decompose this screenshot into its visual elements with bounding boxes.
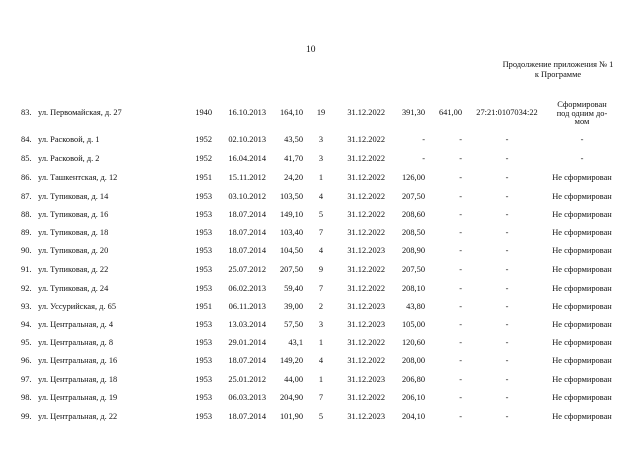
row-value-1: 43,80 bbox=[406, 302, 425, 311]
row-cadastral-number: - bbox=[505, 265, 509, 274]
row-value-2: - bbox=[459, 246, 462, 255]
row-cadastral-number: - bbox=[505, 412, 509, 421]
row-year: 1953 bbox=[195, 338, 212, 347]
row-date-2: 31.12.2022 bbox=[347, 265, 385, 274]
table-row bbox=[0, 392, 640, 404]
row-count: 1 bbox=[318, 375, 324, 384]
row-count: 3 bbox=[318, 135, 324, 144]
row-number: 88. bbox=[21, 210, 32, 219]
row-date-1: 16.10.2013 bbox=[228, 108, 266, 117]
row-address: ул. Тупиковая, д. 24 bbox=[38, 284, 109, 293]
row-value-1: 204,10 bbox=[401, 412, 425, 421]
row-date-1: 03.10.2012 bbox=[228, 192, 266, 201]
row-number: 97. bbox=[21, 375, 32, 384]
row-date-1: 06.03.2013 bbox=[228, 393, 266, 402]
row-status: Не сформирован bbox=[552, 302, 612, 311]
row-number: 95. bbox=[21, 338, 32, 347]
row-status: Не сформирован bbox=[552, 228, 612, 237]
row-address: ул. Тупиковая, д. 14 bbox=[38, 192, 109, 201]
row-cadastral-number: - bbox=[505, 375, 509, 384]
row-value-2: - bbox=[459, 356, 462, 365]
row-date-1: 18.07.2014 bbox=[228, 246, 266, 255]
row-date-1: 25.01.2012 bbox=[228, 375, 266, 384]
row-address: ул. Центральная, д. 22 bbox=[38, 412, 118, 421]
table-row bbox=[0, 245, 640, 257]
row-status: Не сформирован bbox=[552, 393, 612, 402]
table-row bbox=[0, 227, 640, 239]
row-year: 1953 bbox=[195, 412, 212, 421]
row-date-1: 02.10.2013 bbox=[228, 135, 266, 144]
row-date-2: 31.12.2022 bbox=[347, 210, 385, 219]
row-address: ул. Уссурийская, д. 65 bbox=[38, 302, 117, 311]
row-value-1: 208,10 bbox=[401, 284, 425, 293]
row-year: 1953 bbox=[195, 246, 212, 255]
table-row bbox=[0, 283, 640, 295]
table-row bbox=[0, 134, 640, 146]
row-year: 1953 bbox=[195, 375, 212, 384]
row-area: 103,50 bbox=[279, 192, 303, 201]
row-cadastral-number: - bbox=[505, 135, 509, 144]
row-value-1: 208,90 bbox=[401, 246, 425, 255]
table-row bbox=[0, 411, 640, 423]
row-count: 5 bbox=[318, 210, 324, 219]
row-area: 43,1 bbox=[288, 338, 303, 347]
row-cadastral-number: - bbox=[505, 173, 509, 182]
table-row bbox=[0, 264, 640, 276]
row-count: 2 bbox=[318, 302, 324, 311]
row-cadastral-number: - bbox=[505, 284, 509, 293]
row-date-2: 31.12.2023 bbox=[347, 246, 385, 255]
row-count: 19 bbox=[316, 108, 326, 117]
row-value-2: - bbox=[459, 173, 462, 182]
row-value-2: - bbox=[459, 154, 462, 163]
row-value-2: - bbox=[459, 284, 462, 293]
row-status: Не сформирован bbox=[552, 338, 612, 347]
row-number: 98. bbox=[21, 393, 32, 402]
row-area: 103,40 bbox=[279, 228, 303, 237]
table-row bbox=[0, 355, 640, 367]
row-area: 207,50 bbox=[279, 265, 303, 274]
row-value-1: 105,00 bbox=[401, 320, 425, 329]
row-address: ул. Тупиковая, д. 22 bbox=[38, 265, 109, 274]
row-year: 1951 bbox=[195, 173, 212, 182]
row-cadastral-number: - bbox=[505, 246, 509, 255]
row-date-2: 31.12.2022 bbox=[347, 338, 385, 347]
row-value-1: 208,60 bbox=[401, 210, 425, 219]
row-status: Не сформирован bbox=[552, 192, 612, 201]
row-value-1: 126,00 bbox=[401, 173, 425, 182]
row-value-1: - bbox=[422, 154, 425, 163]
row-count: 7 bbox=[318, 228, 324, 237]
row-date-1: 18.07.2014 bbox=[228, 228, 266, 237]
row-count: 1 bbox=[318, 338, 324, 347]
row-date-1: 18.07.2014 bbox=[228, 412, 266, 421]
row-count: 7 bbox=[318, 393, 324, 402]
row-count: 5 bbox=[318, 412, 324, 421]
row-value-2: - bbox=[459, 135, 462, 144]
row-address: ул. Центральная, д. 16 bbox=[38, 356, 118, 365]
row-date-2: 31.12.2023 bbox=[347, 320, 385, 329]
row-area: 41,70 bbox=[284, 154, 303, 163]
row-cadastral-number: - bbox=[505, 356, 509, 365]
row-number: 92. bbox=[21, 284, 32, 293]
row-number: 93. bbox=[21, 302, 32, 311]
row-value-2: - bbox=[459, 210, 462, 219]
row-date-2: 31.12.2023 bbox=[347, 302, 385, 311]
row-cadastral-number: - bbox=[505, 210, 509, 219]
row-status: Не сформирован bbox=[552, 356, 612, 365]
table-row bbox=[0, 100, 640, 126]
row-cadastral-number: - bbox=[505, 154, 509, 163]
row-number: 96. bbox=[21, 356, 32, 365]
row-status-line: мом bbox=[574, 117, 590, 126]
row-value-1: 207,50 bbox=[401, 192, 425, 201]
row-year: 1953 bbox=[195, 265, 212, 274]
row-value-2: - bbox=[459, 393, 462, 402]
row-status: Не сформирован bbox=[552, 210, 612, 219]
row-date-2: 31.12.2022 bbox=[347, 393, 385, 402]
row-address: ул. Расковой, д. 1 bbox=[38, 135, 100, 144]
row-address: ул. Тупиковая, д. 20 bbox=[38, 246, 109, 255]
row-value-1: 120,60 bbox=[401, 338, 425, 347]
row-value-1: 208,00 bbox=[401, 356, 425, 365]
row-date-1: 15.11.2012 bbox=[228, 173, 266, 182]
row-date-1: 06.11.2013 bbox=[228, 302, 266, 311]
row-date-2: 31.12.2022 bbox=[347, 135, 385, 144]
row-year: 1940 bbox=[195, 108, 212, 117]
row-address: ул. Центральная, д. 8 bbox=[38, 338, 114, 347]
row-value-1: 207,50 bbox=[401, 265, 425, 274]
row-value-2: - bbox=[459, 228, 462, 237]
row-status: - bbox=[580, 135, 584, 144]
row-count: 4 bbox=[318, 192, 324, 201]
row-status-line: Сформирован bbox=[557, 100, 607, 109]
row-count: 9 bbox=[318, 265, 324, 274]
row-address: ул. Ташкентская, д. 12 bbox=[38, 173, 118, 182]
row-address: ул. Центральная, д. 19 bbox=[38, 393, 118, 402]
row-count: 4 bbox=[318, 246, 324, 255]
row-status: Не сформирован bbox=[552, 412, 612, 421]
row-number: 90. bbox=[21, 246, 32, 255]
row-date-2: 31.12.2023 bbox=[347, 412, 385, 421]
table-row bbox=[0, 191, 640, 203]
row-count: 3 bbox=[318, 154, 324, 163]
row-number: 94. bbox=[21, 320, 32, 329]
row-status: Не сформирован bbox=[552, 246, 612, 255]
row-value-2: - bbox=[459, 302, 462, 311]
row-number: 91. bbox=[21, 265, 32, 274]
row-count: 7 bbox=[318, 284, 324, 293]
row-area: 101,90 bbox=[279, 412, 303, 421]
row-year: 1953 bbox=[195, 393, 212, 402]
row-status: Не сформирован bbox=[552, 284, 612, 293]
row-area: 57,50 bbox=[284, 320, 303, 329]
row-date-2: 31.12.2022 bbox=[347, 154, 385, 163]
row-number: 87. bbox=[21, 192, 32, 201]
page-number: 10 bbox=[306, 45, 316, 55]
row-area: 149,20 bbox=[279, 356, 303, 365]
row-value-1: 206,80 bbox=[401, 375, 425, 384]
row-date-1: 18.07.2014 bbox=[228, 356, 266, 365]
row-value-1: 206,10 bbox=[401, 393, 425, 402]
row-number: 89. bbox=[21, 228, 32, 237]
row-area: 204,90 bbox=[279, 393, 303, 402]
appendix-note-line-2: к Программе bbox=[534, 70, 582, 79]
row-number: 84. bbox=[21, 135, 32, 144]
row-number: 85. bbox=[21, 154, 32, 163]
row-value-2: 641,00 bbox=[438, 108, 462, 117]
row-cadastral-number: - bbox=[505, 393, 509, 402]
row-value-2: - bbox=[459, 320, 462, 329]
row-date-2: 31.12.2022 bbox=[347, 108, 385, 117]
row-year: 1953 bbox=[195, 228, 212, 237]
table-row bbox=[0, 172, 640, 184]
row-year: 1953 bbox=[195, 356, 212, 365]
row-cadastral-number: - bbox=[505, 228, 509, 237]
row-year: 1953 bbox=[195, 284, 212, 293]
row-year: 1951 bbox=[195, 302, 212, 311]
row-date-2: 31.12.2022 bbox=[347, 173, 385, 182]
row-year: 1952 bbox=[195, 154, 212, 163]
row-area: 59,40 bbox=[284, 284, 303, 293]
row-value-2: - bbox=[459, 265, 462, 274]
row-year: 1952 bbox=[195, 135, 212, 144]
row-count: 1 bbox=[318, 173, 324, 182]
row-year: 1953 bbox=[195, 192, 212, 201]
row-date-1: 18.07.2014 bbox=[228, 210, 266, 219]
row-value-1: 391,30 bbox=[401, 108, 425, 117]
table-row bbox=[0, 301, 640, 313]
row-date-2: 31.12.2022 bbox=[347, 228, 385, 237]
row-date-1: 13.03.2014 bbox=[228, 320, 266, 329]
row-address: ул. Тупиковая, д. 16 bbox=[38, 210, 109, 219]
row-area: 104,50 bbox=[279, 246, 303, 255]
row-value-2: - bbox=[459, 412, 462, 421]
table-row bbox=[0, 153, 640, 165]
row-address: ул. Центральная, д. 18 bbox=[38, 375, 118, 384]
row-value-2: - bbox=[459, 375, 462, 384]
row-count: 3 bbox=[318, 320, 324, 329]
row-status bbox=[540, 101, 624, 127]
row-value-1: 208,50 bbox=[401, 228, 425, 237]
appendix-note-line-1: Продолжение приложения № 1 bbox=[502, 60, 614, 69]
row-area: 43,50 bbox=[284, 135, 303, 144]
table-row bbox=[0, 337, 640, 349]
row-number: 83. bbox=[21, 108, 32, 117]
row-value-2: - bbox=[459, 192, 462, 201]
table-row bbox=[0, 319, 640, 331]
table-row bbox=[0, 209, 640, 221]
row-value-2: - bbox=[459, 338, 462, 347]
row-status: Не сформирован bbox=[552, 375, 612, 384]
row-status: Не сформирован bbox=[552, 320, 612, 329]
row-area: 24,20 bbox=[284, 173, 303, 182]
row-address: ул. Центральная, д. 4 bbox=[38, 320, 114, 329]
row-number: 99. bbox=[21, 412, 32, 421]
row-address: ул. Первомайская, д. 27 bbox=[38, 108, 122, 117]
table-row bbox=[0, 374, 640, 386]
row-area: 149,10 bbox=[279, 210, 303, 219]
appendix-note bbox=[490, 60, 626, 80]
row-status: Не сформирован bbox=[552, 265, 612, 274]
row-count: 4 bbox=[318, 356, 324, 365]
row-date-2: 31.12.2022 bbox=[347, 284, 385, 293]
row-date-2: 31.12.2022 bbox=[347, 356, 385, 365]
row-cadastral-number: - bbox=[505, 192, 509, 201]
row-address: ул. Тупиковая, д. 18 bbox=[38, 228, 109, 237]
row-area: 164,10 bbox=[279, 108, 303, 117]
row-value-1: - bbox=[422, 135, 425, 144]
row-cadastral-number: - bbox=[505, 320, 509, 329]
row-status: Не сформирован bbox=[552, 173, 612, 182]
row-year: 1953 bbox=[195, 320, 212, 329]
row-date-2: 31.12.2022 bbox=[347, 192, 385, 201]
row-status: - bbox=[580, 154, 584, 163]
row-date-1: 29.01.2014 bbox=[228, 338, 266, 347]
row-date-1: 25.07.2012 bbox=[228, 265, 266, 274]
row-date-1: 06.02.2013 bbox=[228, 284, 266, 293]
row-cadastral-number: 27:21:0107034:22 bbox=[476, 108, 538, 117]
row-area: 44,00 bbox=[284, 375, 303, 384]
row-year: 1953 bbox=[195, 210, 212, 219]
row-area: 39,00 bbox=[284, 302, 303, 311]
row-cadastral-number: - bbox=[505, 302, 509, 311]
row-status-line: под одним до- bbox=[556, 108, 608, 118]
row-address: ул. Расковой, д. 2 bbox=[38, 154, 100, 163]
row-cadastral-number: - bbox=[505, 338, 509, 347]
row-date-1: 16.04.2014 bbox=[228, 154, 266, 163]
row-number: 86. bbox=[21, 173, 32, 182]
row-date-2: 31.12.2023 bbox=[347, 375, 385, 384]
